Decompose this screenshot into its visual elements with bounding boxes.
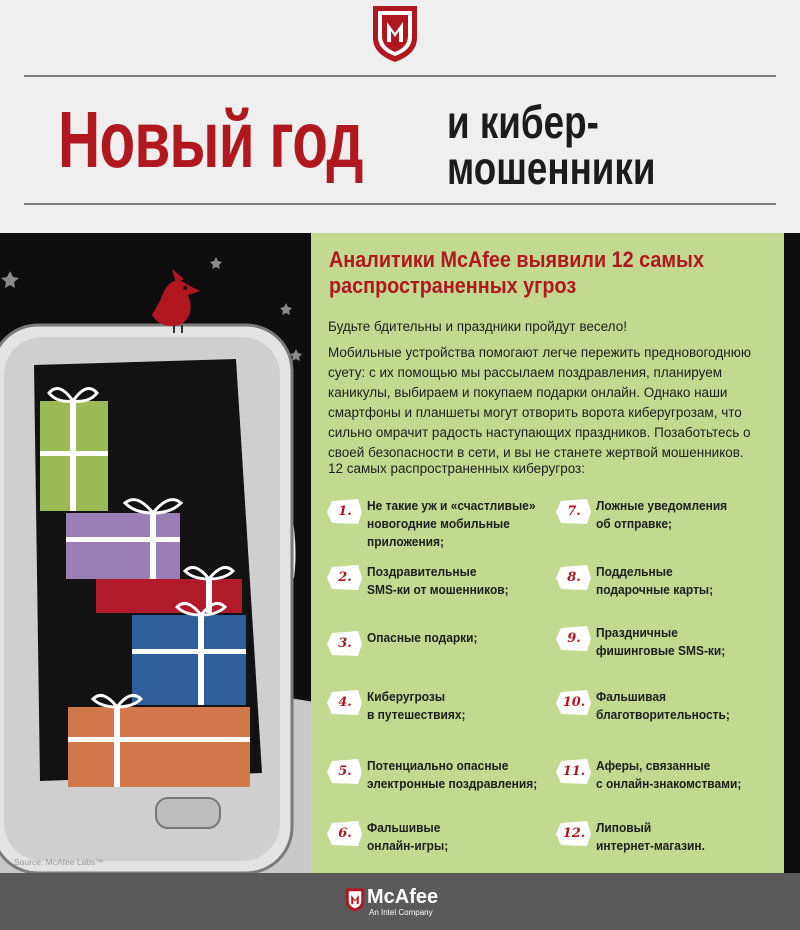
source-note: Source: McAfee Labs™ [14, 857, 104, 867]
page-subtitle-line2: мошенники [447, 142, 656, 194]
star-icon [1, 271, 19, 288]
threat-item [326, 819, 556, 879]
star-icon [280, 303, 292, 315]
threat-text: Поддельные подарочные карты; [596, 564, 714, 597]
panel-intro: Будьте бдительны и праздники пройдут весело! [328, 319, 627, 334]
threat-number: 7. [567, 504, 581, 519]
cardinal-bird-icon [152, 269, 200, 333]
threat-number: 6. [338, 826, 352, 841]
threat-text: Фальшивые онлайн-игры; [367, 820, 449, 853]
gift-orange [68, 695, 250, 787]
star-icon [210, 257, 222, 269]
threat-text: Киберугрозы в путешествиях; [367, 689, 466, 722]
threat-number: 5. [338, 764, 352, 779]
threat-item [555, 688, 785, 748]
threat-text: Праздничные фишинговые SMS-ки; [596, 625, 726, 658]
threat-number: 10. [562, 695, 586, 710]
threat-text: Ложные уведомления об отправке; [596, 498, 728, 531]
threat-number: 12. [562, 826, 586, 841]
threat-text: Фальшивая благотворительность; [596, 689, 730, 722]
threat-number: 11. [562, 764, 586, 779]
threat-item [326, 497, 556, 557]
threat-list-heading: 12 самых распространенных киберугроз: [328, 461, 586, 476]
header [0, 0, 800, 233]
threat-item [555, 624, 785, 684]
header-rule-top [24, 75, 776, 77]
threat-item [555, 497, 785, 557]
threat-item [555, 563, 785, 623]
gift-green [40, 389, 108, 512]
threat-number: 2. [338, 570, 352, 585]
threat-number: 9. [567, 631, 581, 646]
page-title: Новый год [58, 95, 363, 184]
mcafee-shield-icon [371, 4, 419, 64]
threat-item [326, 757, 556, 817]
footer-tagline: An Intel Company [369, 908, 433, 917]
threat-number: 4. [338, 695, 352, 710]
header-rule-bottom [24, 203, 776, 205]
threat-item [326, 563, 556, 623]
threat-text: Аферы, связанные с онлайн-знакомствами; [596, 758, 742, 791]
threat-number: 1. [338, 504, 352, 519]
info-panel [311, 233, 784, 873]
footer-brand: McAfee [367, 886, 439, 908]
threat-text: Поздравительные SMS-ки от мошенников; [367, 564, 509, 597]
threat-number: 3. [338, 636, 352, 651]
threat-text: Опасные подарки; [367, 630, 478, 645]
mcafee-shield-icon [345, 887, 365, 913]
page-subtitle-line1: и кибер- [447, 96, 599, 148]
threat-text: Потенциально опасные электронные поздравления; [367, 758, 538, 791]
threat-item [555, 757, 785, 817]
threat-text: Не такие уж и «счастливые» новогодние мобильные приложения; [367, 498, 536, 549]
threat-item [555, 819, 785, 879]
footer-logo [345, 885, 465, 921]
threat-text: Липовый интернет-магазин. [596, 820, 705, 853]
threat-item [326, 629, 556, 689]
threat-number: 8. [567, 570, 581, 585]
footer [0, 873, 800, 930]
panel-body-text: Мобильные устройства помогают легче пережить предновогоднюю суету: с их помощью мы рассылаем поздравления, планируем каникулы, выбираем и покупаем подарки онлайн. Однако наши смартфоны и планшеты могут отворить ворота киберугрозам, что сильно омрачит радость наступающих праздников. Позаботьтесь о своей безопасности в сети, и вы не станете жертвой мошенников. [328, 345, 751, 460]
phone-home-button [156, 798, 220, 828]
gift-blue [132, 603, 246, 705]
panel-title: Аналитики McAfee выявили 12 самых распространенных угроз [329, 247, 704, 298]
threat-item [326, 688, 556, 748]
